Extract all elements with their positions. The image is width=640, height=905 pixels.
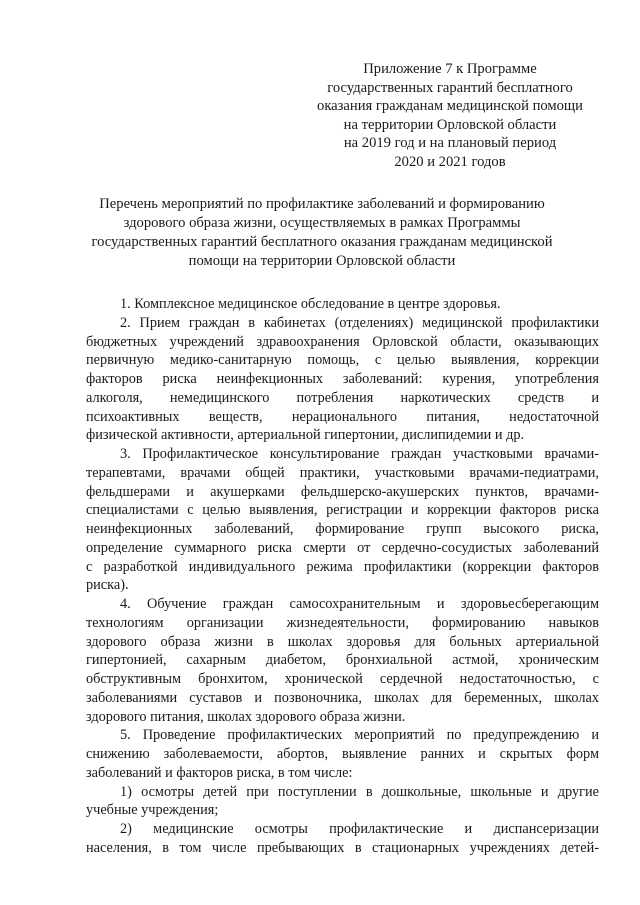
body-line: 2. Прием граждан в кабинетах (отделениях) медицинской профилактики — [120, 314, 599, 331]
appendix-line: Приложение 7 к Программе — [363, 61, 537, 77]
body-line: риска). — [86, 577, 129, 594]
body-line: с разработкой индивидуального режима профилактики (коррекции факторов — [86, 558, 599, 575]
body-line: факторов риска неинфекционных заболеваний: курения, употребления — [86, 371, 599, 387]
title-line: здорового образа жизни, осуществляемых в рамках Программы — [123, 214, 521, 231]
body-line: 5. Проведение профилактических мероприятий по предупреждению и — [120, 727, 599, 744]
body-line: специалистами с целью выявления, регистрации и коррекции факторов риска — [86, 502, 599, 519]
body-line: 3. Профилактическое консультирование граждан участковыми врачами- — [120, 446, 599, 462]
body-line: обструктивным бронхитом, хронической сердечной недостаточностью, с — [86, 671, 599, 687]
body-line: терапевтами, врачами общей практики, участковыми врачами-педиатрами, — [86, 464, 599, 481]
body-line: 4. Обучение граждан самосохранительным и здоровьесберегающим — [120, 596, 599, 612]
appendix-line: на 2019 год и на плановый период — [343, 135, 557, 152]
appendix-line: государственных гарантий бесплатного — [327, 79, 573, 96]
body-line: 1. Комплексное медицинское обследование в центре здоровья. — [120, 296, 501, 312]
body-line: учебные учреждения; — [86, 802, 219, 819]
body-line: 1) осмотры детей при поступлении в дошкольные, школьные и другие — [120, 783, 599, 800]
body-line: заболеваний и факторов риска, в том числе: — [86, 764, 353, 781]
body-line: технологиям организации жизнедеятельности, формированию навыков — [86, 614, 599, 631]
body-line: здорового питания, школах здорового образа жизни. — [86, 708, 406, 725]
document-body — [86, 295, 599, 858]
title-line: Перечень мероприятий по профилактике заболеваний и формированию — [99, 196, 545, 212]
body-line: неинфекционных заболеваний, формирование групп высокого риска, — [86, 521, 599, 537]
body-line: заболеваниями суставов и позвоночника, школах для беременных, школах — [86, 689, 599, 706]
appendix-line: оказания гражданам медицинской помощи — [317, 98, 583, 115]
body-line: снижению заболеваемости, абортов, выявление ранних и скрытых форм — [86, 746, 599, 762]
appendix-line: 2020 и 2021 годов — [394, 153, 506, 170]
appendix-header — [290, 60, 610, 172]
title-line: помощи на территории Орловской области — [188, 252, 456, 269]
body-line: населения, в том числе пребывающих в стационарных учреждениях детей- — [86, 839, 599, 856]
body-line: гипертонией, сахарным диабетом, бронхиальной астмой, хроническим — [86, 652, 599, 669]
body-line: определение суммарного риска смерти от сердечно-сосудистых заболеваний — [86, 539, 599, 556]
body-line: бюджетных учреждений здравоохранения Орловской области, оказывающих — [86, 333, 599, 350]
body-line: фельдшерами и акушерками фельдшерско-акушерских пунктов, врачами- — [86, 483, 599, 500]
body-line: психоактивных веществ, нерационального питания, недостаточной — [86, 408, 599, 425]
title-line: государственных гарантий бесплатного оказания гражданам медицинской — [91, 233, 553, 250]
document-title — [84, 195, 560, 271]
appendix-line: на территории Орловской области — [343, 116, 557, 133]
body-line: 2) медицинские осмотры профилактические и диспансеризации — [120, 821, 599, 837]
body-line: первичную медико-санитарную помощь, с целью выявления, коррекции — [86, 352, 599, 369]
body-line: алкоголя, немедицинского потребления наркотических средств и — [86, 389, 599, 406]
body-line: физической активности, артериальной гипертонии, дислипидемии и др. — [86, 427, 525, 444]
body-line: здорового образа жизни в школах здоровья для больных артериальной — [86, 633, 599, 650]
